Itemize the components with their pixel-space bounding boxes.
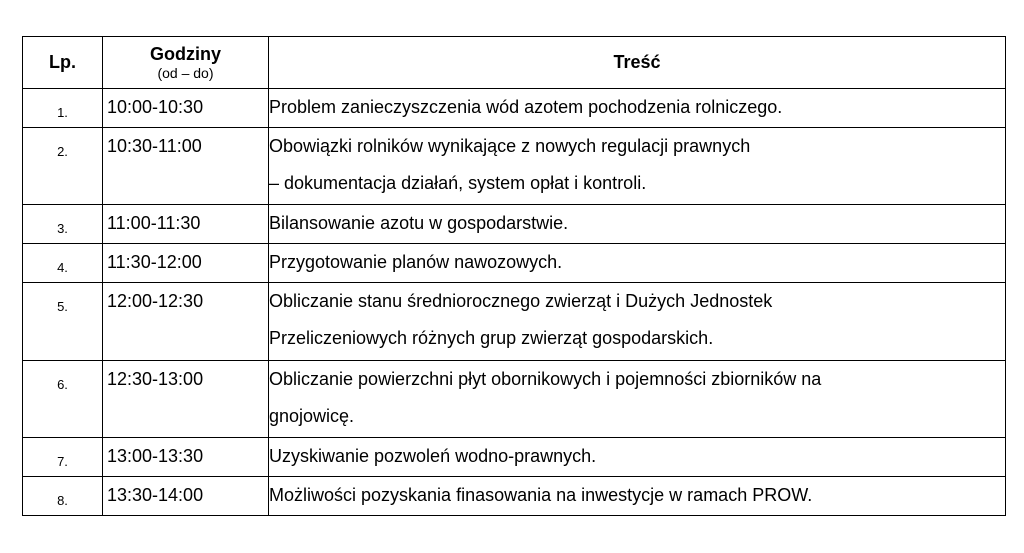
row-content-line: Obliczanie stanu średniorocznego zwierząt i Dużych Jednostek: [269, 291, 773, 311]
row-content-cell: [269, 205, 1006, 244]
table-row: [23, 89, 1006, 128]
row-number-cell: [23, 477, 103, 516]
header-hours: [103, 37, 269, 89]
row-content-cell: [269, 477, 1006, 516]
row-content-line: Przygotowanie planów nawozowych.: [269, 252, 563, 272]
row-number-cell: [23, 128, 103, 205]
row-hours: 13:00-13:30: [107, 446, 204, 466]
row-content-cell: [269, 361, 1006, 438]
row-hours-cell: [103, 89, 269, 128]
row-content-cell: [269, 89, 1006, 128]
row-hours-cell: [103, 128, 269, 205]
table-row: [23, 244, 1006, 283]
row-hours: 13:30-14:00: [107, 485, 204, 505]
row-hours: 12:30-13:00: [107, 369, 204, 389]
row-number: 6.: [57, 377, 68, 392]
row-hours: 12:00-12:30: [107, 291, 204, 311]
table-row: [23, 128, 1006, 205]
row-content-cell: [269, 244, 1006, 283]
row-content-line: Obliczanie powierzchni płyt obornikowych i pojemności zbiorników na: [269, 369, 822, 389]
row-content-line: Problem zanieczyszczenia wód azotem pochodzenia rolniczego.: [269, 97, 783, 117]
row-number: 2.: [57, 144, 68, 159]
row-content-line: gnojowicę.: [269, 406, 355, 426]
row-content-cell: [269, 283, 1006, 361]
header-content-label: Treść: [613, 52, 661, 72]
row-hours-cell: [103, 438, 269, 477]
header-hours-sublabel: (od – do): [157, 64, 214, 81]
row-number: 7.: [57, 454, 68, 469]
table-row: [23, 477, 1006, 516]
row-hours-cell: [103, 205, 269, 244]
row-number: 5.: [57, 299, 68, 314]
table-row: [23, 361, 1006, 438]
row-number-cell: [23, 244, 103, 283]
row-content-line: Możliwości pozyskania finasowania na inwestycje w ramach PROW.: [269, 485, 813, 505]
row-content-cell: [269, 438, 1006, 477]
header-lp-label: Lp.: [49, 52, 76, 72]
row-number: 8.: [57, 493, 68, 508]
row-content-line: Bilansowanie azotu w gospodarstwie.: [269, 213, 569, 233]
header-content: [269, 37, 1006, 89]
row-hours: 10:00-10:30: [107, 97, 204, 117]
row-content-cell: [269, 128, 1006, 205]
row-hours: 11:30-12:00: [107, 252, 202, 272]
row-content-line: Przeliczeniowych różnych grup zwierząt gospodarskich.: [269, 328, 714, 348]
row-hours-cell: [103, 244, 269, 283]
row-hours: 10:30-11:00: [107, 136, 202, 156]
table-header-row: [23, 37, 1006, 89]
row-hours-cell: [103, 477, 269, 516]
header-lp: [23, 37, 103, 89]
row-number: 1.: [57, 105, 68, 120]
row-content-line: – dokumentacja działań, system opłat i kontroli.: [269, 173, 647, 193]
row-number-cell: [23, 89, 103, 128]
table-row: [23, 438, 1006, 477]
row-hours-cell: [103, 283, 269, 361]
row-number-cell: [23, 205, 103, 244]
row-hours-cell: [103, 361, 269, 438]
row-number-cell: [23, 361, 103, 438]
row-number-cell: [23, 438, 103, 477]
header-hours-label: Godziny: [150, 43, 221, 64]
schedule-table: [22, 36, 1006, 516]
table-row: [23, 283, 1006, 361]
row-number: 4.: [57, 260, 68, 275]
row-hours: 11:00-11:30: [107, 213, 201, 233]
table-row: [23, 205, 1006, 244]
row-number: 3.: [57, 221, 68, 236]
row-content-line: Uzyskiwanie pozwoleń wodno-prawnych.: [269, 446, 597, 466]
row-content-line: Obowiązki rolników wynikające z nowych regulacji prawnych: [269, 136, 751, 156]
row-number-cell: [23, 283, 103, 361]
